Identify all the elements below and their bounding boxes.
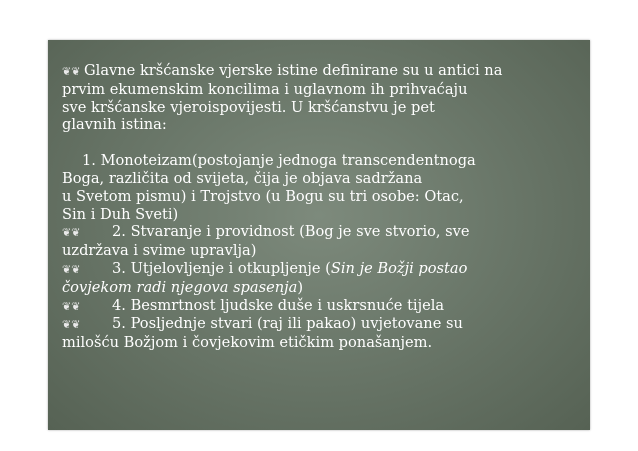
ornamental-bullet-icon: ❦❦ [62, 318, 81, 332]
intro-line-4: glavnih istina: [62, 116, 167, 134]
item-2-line-2: uzdržava i svime upravlja) [62, 242, 257, 260]
ornamental-bullet-icon: ❦❦ [62, 65, 81, 78]
intro-line-2: prvim ekumenskim koncilima i uglavnom ih prihvaćaju [62, 80, 468, 98]
ornamental-bullet-icon: ❦❦ [62, 299, 81, 313]
item-1-line-1: 1. Monoteizam(postojanje jednoga transcendentnoga [82, 152, 476, 170]
intro-paragraph [62, 62, 582, 134]
ornamental-bullet-icon: ❦❦ [62, 262, 81, 276]
item-5-line-2: milošću Božjom i čovjekovim etičkim ponašanjem. [62, 334, 433, 352]
item-1 [62, 152, 582, 223]
item-4-line-1: 4. Besmrtnost ljudske duše i uskrsnuće tijela [112, 296, 445, 314]
item-1-line-2: Boga, različita od svijeta, čija je objava sadržana [62, 169, 423, 187]
item-2 [62, 223, 582, 260]
slide-text [62, 62, 582, 352]
item-3-suffix: ) [297, 278, 304, 296]
item-3-italic-2: čovjekom radi njegova spasenja [62, 278, 298, 296]
intro-line-1: Glavne kršćanske vjerske istine definirane su u antici na [84, 62, 503, 79]
spacer [62, 134, 582, 152]
ornamental-bullet-icon: ❦❦ [62, 226, 81, 240]
item-5 [62, 315, 582, 352]
item-3-prefix: 3. Utjelovljenje i otkupljenje ( [112, 259, 331, 277]
item-2-line-1: 2. Stvaranje i providnost (Bog je sve stvorio, sve [112, 223, 470, 241]
item-3-italic-1: Sin je Božji postao [330, 259, 468, 277]
item-5-line-1: 5. Posljednje stvari (raj ili pakao) uvjetovane su [112, 315, 463, 333]
slide [48, 40, 590, 430]
item-3 [62, 260, 582, 297]
item-1-line-4: Sin i Duh Sveti) [62, 205, 179, 223]
item-4 [62, 297, 582, 316]
intro-line-3: sve kršćanske vjeroispovijesti. U kršćanstvu je pet [62, 98, 435, 116]
item-1-line-3: u Svetom pismu) i Trojstvo (u Bogu su tri osobe: Otac, [62, 187, 464, 205]
